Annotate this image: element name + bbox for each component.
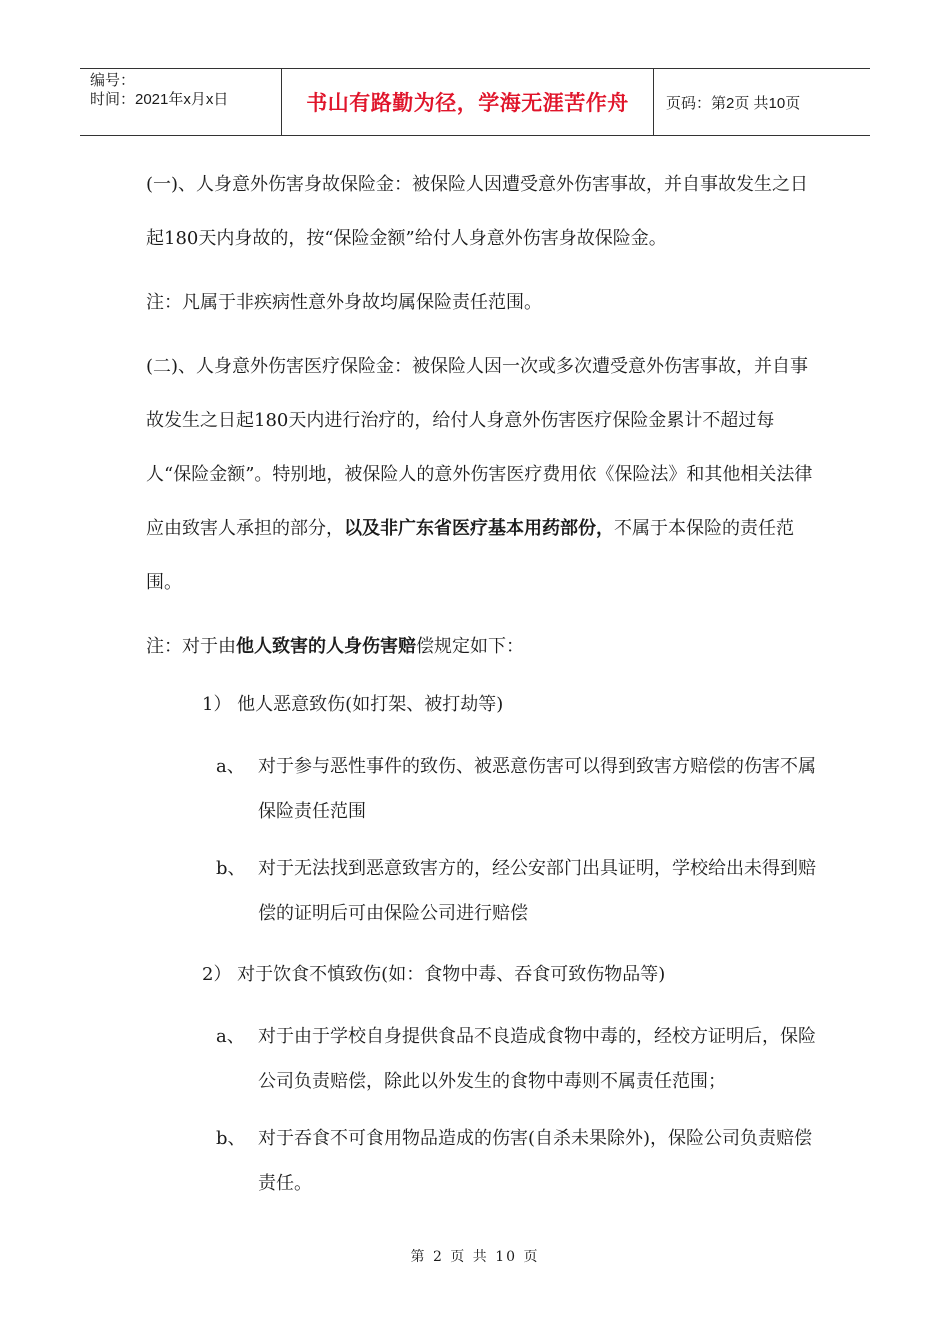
list-item-text: 对于吞食不可食用物品造成的伤害(自杀未果除外)，保险公司负责赔偿责任。 (258, 1128, 813, 1194)
medical-text-bold: 以及非广东省医疗基本用药部份， (344, 518, 614, 539)
list-item-text: 对于参与恶性事件的致伤、被恶意伤害可以得到致害方赔偿的伤害不属保险责任范围 (258, 756, 816, 822)
list-marker: a、 (216, 1026, 245, 1047)
note-injury-compensation (146, 620, 816, 674)
header-motto: 书山有路勤为径，学海无涯苦作舟 (282, 69, 654, 135)
document-header (80, 68, 870, 136)
list-marker: b、 (216, 858, 246, 879)
list-item-1a (146, 744, 816, 834)
note2-text-bold: 他人致害的人身伤害赔 (236, 636, 416, 657)
number-label: 编号： (90, 72, 136, 89)
list-item-1b (146, 846, 816, 936)
note-death-benefit: 注：凡属于非疾病性意外身故均属保险责任范围。 (146, 292, 542, 313)
list-marker: a、 (216, 756, 245, 777)
document-body (146, 158, 816, 1218)
header-meta (80, 69, 282, 135)
list-item-1: 1） 他人恶意致伤(如打架、被打劫等) (202, 694, 504, 715)
list-marker: b、 (216, 1128, 246, 1149)
paragraph-death-benefit: (一)、人身意外伤害身故保险金：被保险人因遭受意外伤害事故，并自事故发生之日起180天内身故的，按“保险金额”给付人身意外伤害身故保险金。 (146, 174, 809, 249)
medical-text-1: (二)、人身意外伤害医疗保险金：被保险人因一次或多次遭受意外伤害事故，并自事故发生之日起180天内进行治疗的，给付人身意外伤害医疗保险金累计不超过每人“保险金额”。特别地，被保险人的意外伤害医疗费用依《保险法》和其他相关法律应由致害人承担的部分， (146, 356, 813, 539)
page-footer: 第 2 页 共 10 页 (410, 1249, 540, 1265)
list-item-2: 2） 对于饮食不慎致伤(如：食物中毒、吞食可致伤物品等) (202, 964, 666, 985)
header-page-info: 页码：第2页 共10页 (666, 94, 801, 112)
medical-text-2: 不属于本保险的责任范围。 (146, 518, 794, 593)
paragraph-medical-benefit (146, 340, 816, 610)
list-item-text: 对于由于学校自身提供食品不良造成食物中毒的，经校方证明后，保险公司负责赔偿，除此以外发生的食物中毒则不属责任范围； (258, 1026, 816, 1092)
date-label: 时间：2021年x月x日 (90, 91, 229, 108)
list-item-2a (146, 1014, 816, 1104)
note2-text-a: 注：对于由 (146, 636, 236, 657)
list-item-text: 对于无法找到恶意致害方的，经公安部门出具证明，学校给出未得到赔偿的证明后可由保险公司进行赔偿 (258, 858, 816, 924)
note2-text-b: 偿规定如下： (416, 636, 524, 657)
list-item-2b (146, 1116, 816, 1206)
